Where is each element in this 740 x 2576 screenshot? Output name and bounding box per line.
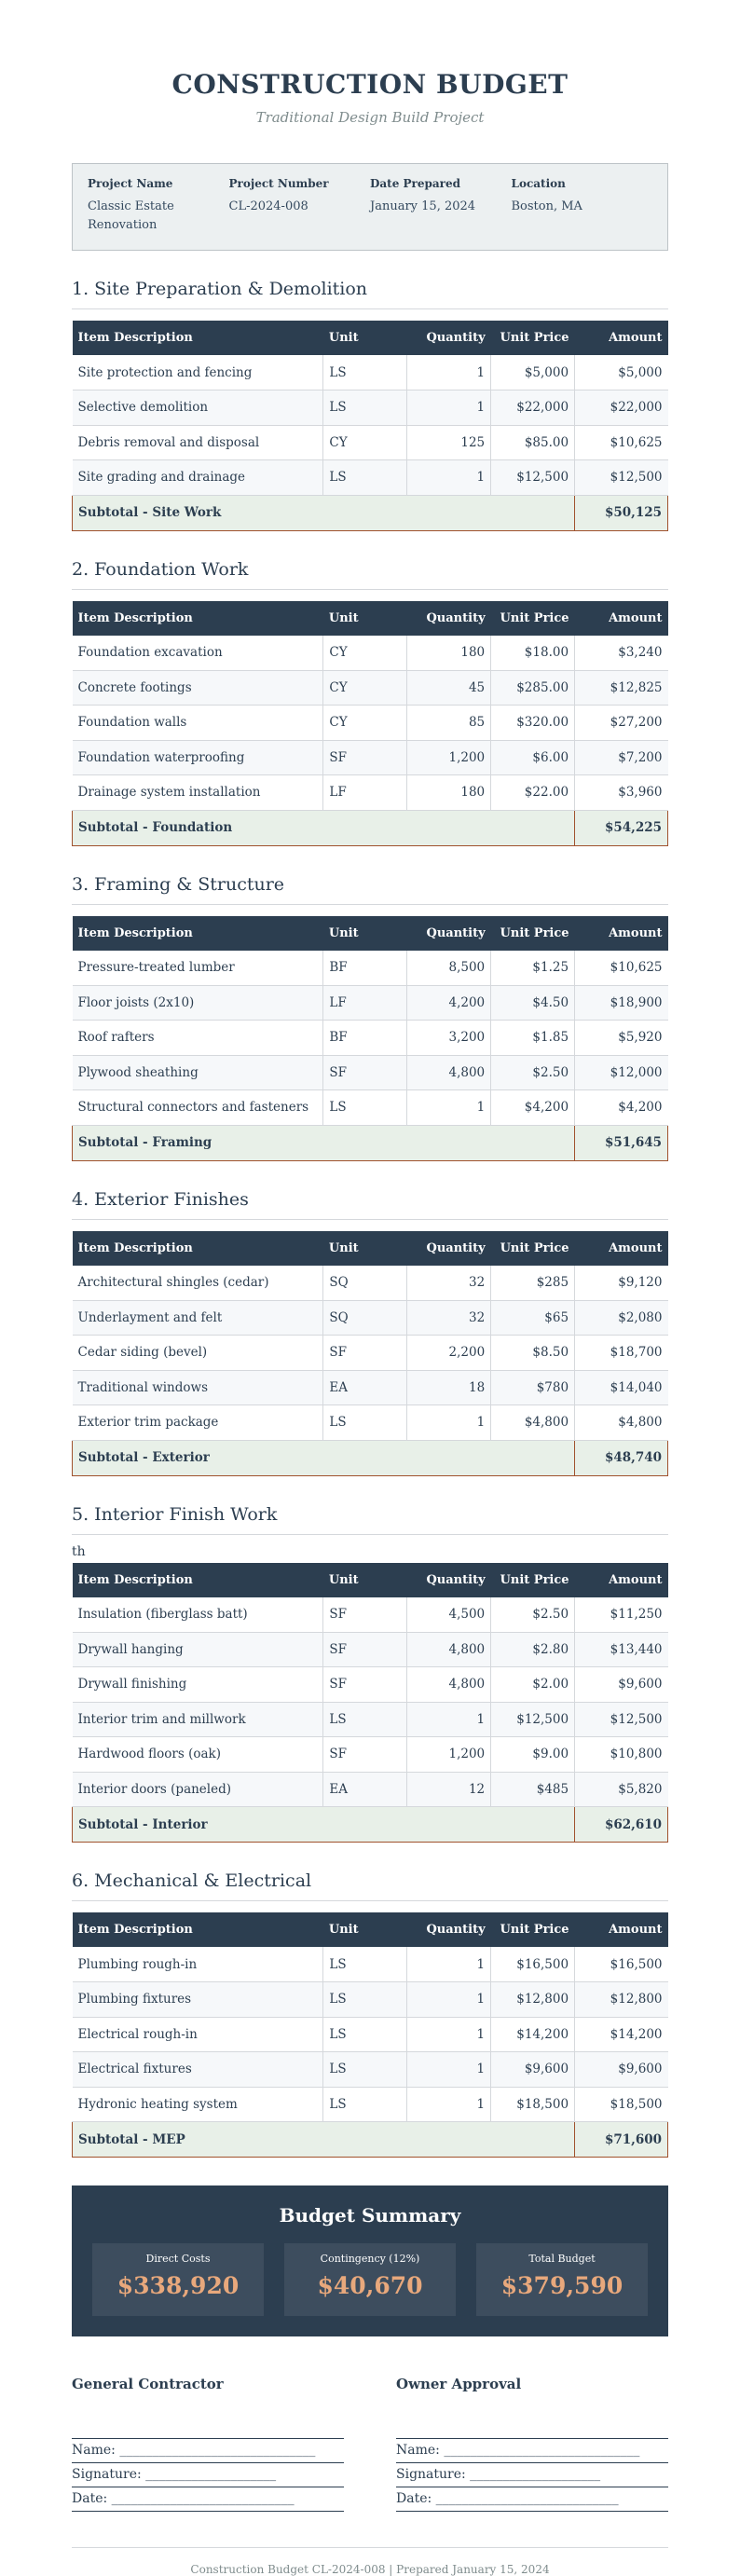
subtotal-label: Subtotal - Foundation — [73, 810, 575, 845]
signature-name-line[interactable]: Name: ______________________________ — [396, 2439, 668, 2463]
signature-heading: General Contractor — [72, 2376, 224, 2392]
unit-price-cell: $2.50 — [491, 1055, 575, 1090]
unit-cell: EA — [323, 1772, 407, 1807]
unit-price-cell: $22.00 — [491, 775, 575, 811]
unit-cell: SF — [323, 1336, 407, 1371]
quantity-cell: 32 — [407, 1266, 491, 1301]
table-row — [73, 2052, 668, 2088]
subtotal-row — [73, 810, 668, 845]
item-description-cell: Concrete footings — [73, 670, 323, 706]
unit-price-cell: $12,500 — [491, 1702, 575, 1737]
subtotal-label: Subtotal - MEP — [73, 2122, 575, 2158]
section-title: 3. Framing & Structure — [72, 874, 668, 905]
info-date-prepared — [370, 177, 512, 250]
quantity-cell: 3,200 — [407, 1021, 491, 1056]
col-unit-price-header: Unit Price — [491, 1563, 575, 1597]
quantity-cell: 4,800 — [407, 1055, 491, 1090]
amount-cell: $7,200 — [575, 740, 668, 775]
signature-block-contractor — [72, 2376, 344, 2512]
item-description-cell: Cedar siding (bevel) — [73, 1336, 323, 1371]
unit-price-cell: $65 — [491, 1300, 575, 1336]
unit-price-cell: $4.50 — [491, 985, 575, 1021]
document-title: CONSTRUCTION BUDGET — [171, 69, 569, 100]
quantity-cell: 1 — [407, 391, 491, 426]
unit-cell: LS — [323, 2017, 407, 2052]
subtotal-label: Subtotal - Site Work — [73, 495, 575, 530]
item-description-cell: Selective demolition — [73, 391, 323, 426]
table-row — [73, 1947, 668, 1982]
info-value: CL-2024-008 — [228, 199, 308, 213]
col-item-description-header: Item Description — [73, 1912, 323, 1947]
unit-cell: BF — [323, 1021, 407, 1056]
quantity-cell: 1 — [407, 1982, 491, 2018]
table-row — [73, 1090, 668, 1126]
amount-cell: $18,700 — [575, 1336, 668, 1371]
quantity-cell: 180 — [407, 636, 491, 671]
unit-price-cell: $780 — [491, 1370, 575, 1405]
summary-title: Budget Summary — [279, 2204, 461, 2227]
table-row — [73, 636, 668, 671]
col-amount-header: Amount — [575, 601, 668, 636]
col-unit-price-header: Unit Price — [491, 1231, 575, 1266]
document-subtitle: Traditional Design Build Project — [255, 109, 485, 126]
col-unit-header: Unit — [323, 601, 407, 636]
unit-cell: SF — [323, 1737, 407, 1773]
unit-price-cell: $18.00 — [491, 636, 575, 671]
col-amount-header: Amount — [575, 1231, 668, 1266]
amount-cell: $9,120 — [575, 1266, 668, 1301]
item-description-cell: Electrical fixtures — [73, 2052, 323, 2088]
table-row — [73, 425, 668, 460]
section-title: 1. Site Preparation & Demolition — [72, 279, 668, 309]
item-description-cell: Architectural shingles (cedar) — [73, 1266, 323, 1301]
col-item-description-header: Item Description — [73, 1231, 323, 1266]
item-description-cell: Interior doors (paneled) — [73, 1772, 323, 1807]
item-description-cell: Drainage system installation — [73, 775, 323, 811]
quantity-cell: 1 — [407, 2017, 491, 2052]
budget-table — [72, 321, 668, 531]
subtotal-row — [73, 495, 668, 530]
subtotal-value: $51,645 — [575, 1125, 668, 1160]
unit-cell: CY — [323, 636, 407, 671]
amount-cell: $18,900 — [575, 985, 668, 1021]
col-amount-header: Amount — [575, 321, 668, 355]
unit-cell: LF — [323, 775, 407, 811]
unit-cell: LS — [323, 1090, 407, 1126]
quantity-cell: 1 — [407, 1702, 491, 1737]
col-quantity-header: Quantity — [407, 1231, 491, 1266]
quantity-cell: 125 — [407, 425, 491, 460]
table-row — [73, 1405, 668, 1441]
unit-price-cell: $4,200 — [491, 1090, 575, 1126]
table-row — [73, 1266, 668, 1301]
unit-cell: LS — [323, 1947, 407, 1982]
unit-cell: CY — [323, 425, 407, 460]
item-description-cell: Foundation walls — [73, 706, 323, 741]
table-row — [73, 985, 668, 1021]
subtotal-value: $62,610 — [575, 1807, 668, 1843]
unit-price-cell: $85.00 — [491, 425, 575, 460]
quantity-cell: 85 — [407, 706, 491, 741]
amount-cell: $5,820 — [575, 1772, 668, 1807]
info-label: Project Number — [228, 177, 329, 190]
quantity-cell: 12 — [407, 1772, 491, 1807]
subtotal-label: Subtotal - Interior — [73, 1807, 575, 1843]
subtotal-row — [73, 1440, 668, 1475]
unit-price-cell: $320.00 — [491, 706, 575, 741]
item-description-cell: Traditional windows — [73, 1370, 323, 1405]
signature-block-owner — [396, 2376, 668, 2512]
table-row — [73, 2017, 668, 2052]
summary-card-label: Contingency (12%) — [320, 2253, 420, 2265]
subtotal-row — [73, 1125, 668, 1160]
table-row — [73, 2087, 668, 2122]
amount-cell: $12,500 — [575, 460, 668, 496]
quantity-cell: 1 — [407, 1405, 491, 1441]
quantity-cell: 1 — [407, 2052, 491, 2088]
table-row — [73, 1982, 668, 2018]
project-info-box — [72, 163, 668, 251]
section-title: 6. Mechanical & Electrical — [72, 1870, 668, 1901]
signature-name-line[interactable]: Name: ______________________________ — [72, 2439, 344, 2463]
item-description-cell: Hardwood floors (oak) — [73, 1737, 323, 1773]
col-unit-price-header: Unit Price — [491, 916, 575, 951]
summary-card-value: $379,590 — [500, 2272, 624, 2299]
unit-cell: SF — [323, 1667, 407, 1703]
table-header-row — [73, 601, 668, 636]
col-item-description-header: Item Description — [73, 321, 323, 355]
summary-card-label: Direct Costs — [145, 2253, 211, 2265]
unit-cell: LF — [323, 985, 407, 1021]
unit-cell: BF — [323, 951, 407, 986]
col-quantity-header: Quantity — [407, 916, 491, 951]
col-unit-header: Unit — [323, 916, 407, 951]
item-description-cell: Foundation excavation — [73, 636, 323, 671]
table-row — [73, 775, 668, 811]
unit-price-cell: $2.80 — [491, 1632, 575, 1667]
unit-cell: EA — [323, 1370, 407, 1405]
col-unit-price-header: Unit Price — [491, 321, 575, 355]
item-description-cell: Underlayment and felt — [73, 1300, 323, 1336]
unit-cell: LS — [323, 460, 407, 496]
item-description-cell: Interior trim and millwork — [73, 1702, 323, 1737]
item-description-cell: Plumbing rough-in — [73, 1947, 323, 1982]
unit-price-cell: $9,600 — [491, 2052, 575, 2088]
amount-cell: $12,800 — [575, 1982, 668, 2018]
table-row — [73, 1300, 668, 1336]
budget-table — [72, 601, 668, 846]
unit-cell: CY — [323, 670, 407, 706]
unit-cell: LS — [323, 355, 407, 391]
amount-cell: $10,625 — [575, 951, 668, 986]
col-quantity-header: Quantity — [407, 601, 491, 636]
subtotal-value: $50,125 — [575, 495, 668, 530]
amount-cell: $5,000 — [575, 355, 668, 391]
amount-cell: $18,500 — [575, 2087, 668, 2122]
quantity-cell: 2,200 — [407, 1336, 491, 1371]
quantity-cell: 1 — [407, 2087, 491, 2122]
col-amount-header: Amount — [575, 916, 668, 951]
table-row — [73, 1737, 668, 1773]
quantity-cell: 4,800 — [407, 1632, 491, 1667]
table-row — [73, 355, 668, 391]
item-description-cell: Pressure-treated lumber — [73, 951, 323, 986]
col-unit-price-header: Unit Price — [491, 601, 575, 636]
quantity-cell: 45 — [407, 670, 491, 706]
amount-cell: $16,500 — [575, 1947, 668, 1982]
unit-price-cell: $285 — [491, 1266, 575, 1301]
subtotal-label: Subtotal - Framing — [73, 1125, 575, 1160]
amount-cell: $4,800 — [575, 1405, 668, 1441]
amount-cell: $10,800 — [575, 1737, 668, 1773]
amount-cell: $9,600 — [575, 2052, 668, 2088]
quantity-cell: 8,500 — [407, 951, 491, 986]
info-value: Boston, MA — [511, 199, 582, 213]
unit-cell: LS — [323, 391, 407, 426]
unit-price-cell: $1.25 — [491, 951, 575, 986]
unit-price-cell: $18,500 — [491, 2087, 575, 2122]
table-header-row — [73, 321, 668, 355]
amount-cell: $14,040 — [575, 1370, 668, 1405]
signature-sign-line[interactable]: Signature: ____________________ — [396, 2463, 668, 2487]
section-note: th — [72, 1543, 86, 1559]
info-value: Classic Estate Renovation — [88, 199, 174, 232]
amount-cell: $22,000 — [575, 391, 668, 426]
item-description-cell: Electrical rough-in — [73, 2017, 323, 2052]
item-description-cell: Exterior trim package — [73, 1405, 323, 1441]
table-row — [73, 1021, 668, 1056]
col-unit-header: Unit — [323, 321, 407, 355]
unit-cell: LS — [323, 2087, 407, 2122]
table-header-row — [73, 916, 668, 951]
table-row — [73, 1667, 668, 1703]
info-location — [512, 177, 653, 250]
summary-card-direct-costs — [92, 2243, 264, 2316]
signature-area — [72, 2376, 668, 2512]
unit-price-cell: $14,200 — [491, 2017, 575, 2052]
item-description-cell: Foundation waterproofing — [73, 740, 323, 775]
col-amount-header: Amount — [575, 1563, 668, 1597]
unit-cell: SF — [323, 1632, 407, 1667]
budget-table — [72, 916, 668, 1161]
item-description-cell: Structural connectors and fasteners — [73, 1090, 323, 1126]
unit-price-cell: $22,000 — [491, 391, 575, 426]
unit-price-cell: $8.50 — [491, 1336, 575, 1371]
amount-cell: $12,500 — [575, 1702, 668, 1737]
summary-card-total-budget — [476, 2243, 648, 2316]
item-description-cell: Plywood sheathing — [73, 1055, 323, 1090]
col-unit-header: Unit — [323, 1563, 407, 1597]
unit-cell: SF — [323, 1055, 407, 1090]
budget-table — [72, 1231, 668, 1476]
col-amount-header: Amount — [575, 1912, 668, 1947]
info-project-name — [88, 177, 229, 250]
unit-cell: CY — [323, 706, 407, 741]
signature-heading: Owner Approval — [396, 2376, 522, 2392]
amount-cell: $13,440 — [575, 1632, 668, 1667]
table-row — [73, 740, 668, 775]
subtotal-row — [73, 2122, 668, 2158]
table-row — [73, 460, 668, 496]
summary-card-value: $338,920 — [116, 2272, 240, 2299]
table-row — [73, 1702, 668, 1737]
col-unit-header: Unit — [323, 1231, 407, 1266]
col-quantity-header: Quantity — [407, 1563, 491, 1597]
unit-price-cell: $6.00 — [491, 740, 575, 775]
unit-price-cell: $16,500 — [491, 1947, 575, 1982]
table-row — [73, 391, 668, 426]
table-row — [73, 706, 668, 741]
unit-price-cell: $12,800 — [491, 1982, 575, 2018]
table-header-row — [73, 1231, 668, 1266]
col-item-description-header: Item Description — [73, 1563, 323, 1597]
table-row — [73, 1055, 668, 1090]
budget-summary — [72, 2185, 668, 2336]
col-item-description-header: Item Description — [73, 601, 323, 636]
quantity-cell: 1 — [407, 1947, 491, 1982]
signature-date-line[interactable]: Date: ____________________________ — [72, 2487, 344, 2512]
item-description-cell: Floor joists (2x10) — [73, 985, 323, 1021]
item-description-cell: Drywall finishing — [73, 1667, 323, 1703]
signature-rule — [396, 2392, 668, 2439]
amount-cell: $10,625 — [575, 425, 668, 460]
summary-card-label: Total Budget — [528, 2253, 596, 2265]
unit-price-cell: $285.00 — [491, 670, 575, 706]
unit-price-cell: $1.85 — [491, 1021, 575, 1056]
quantity-cell: 4,200 — [407, 985, 491, 1021]
quantity-cell: 1 — [407, 1090, 491, 1126]
unit-price-cell: $2.50 — [491, 1597, 575, 1633]
amount-cell: $14,200 — [575, 2017, 668, 2052]
table-row — [73, 670, 668, 706]
info-label: Location — [511, 177, 566, 190]
col-quantity-header: Quantity — [407, 1912, 491, 1947]
table-row — [73, 1336, 668, 1371]
item-description-cell: Debris removal and disposal — [73, 425, 323, 460]
unit-cell: LS — [323, 1405, 407, 1441]
signature-sign-line[interactable]: Signature: ____________________ — [72, 2463, 344, 2487]
budget-table — [72, 1563, 668, 1843]
quantity-cell: 180 — [407, 775, 491, 811]
table-header-row — [73, 1912, 668, 1947]
quantity-cell: 32 — [407, 1300, 491, 1336]
summary-cards — [72, 2243, 668, 2316]
quantity-cell: 4,800 — [407, 1667, 491, 1703]
item-description-cell: Plumbing fixtures — [73, 1982, 323, 2018]
quantity-cell: 1,200 — [407, 1737, 491, 1773]
summary-card-contingency — [284, 2243, 456, 2316]
amount-cell: $9,600 — [575, 1667, 668, 1703]
col-unit-header: Unit — [323, 1912, 407, 1947]
amount-cell: $11,250 — [575, 1597, 668, 1633]
unit-cell: SF — [323, 1597, 407, 1633]
quantity-cell: 1 — [407, 355, 491, 391]
amount-cell: $27,200 — [575, 706, 668, 741]
info-label: Project Name — [88, 177, 173, 190]
item-description-cell: Site protection and fencing — [73, 355, 323, 391]
section-title: 5. Interior Finish Work — [72, 1504, 668, 1535]
subtotal-label: Subtotal - Exterior — [73, 1440, 575, 1475]
col-quantity-header: Quantity — [407, 321, 491, 355]
unit-price-cell: $2.00 — [491, 1667, 575, 1703]
subtotal-value: $48,740 — [575, 1440, 668, 1475]
amount-cell: $4,200 — [575, 1090, 668, 1126]
item-description-cell: Hydronic heating system — [73, 2087, 323, 2122]
document-footer: Construction Budget CL-2024-008 | Prepared January 15, 2024 — [72, 2547, 668, 2576]
col-item-description-header: Item Description — [73, 916, 323, 951]
subtotal-value: $71,600 — [575, 2122, 668, 2158]
budget-table — [72, 1912, 668, 2158]
amount-cell: $5,920 — [575, 1021, 668, 1056]
table-row — [73, 1597, 668, 1633]
quantity-cell: 1,200 — [407, 740, 491, 775]
signature-rule — [72, 2392, 344, 2439]
item-description-cell: Drywall hanging — [73, 1632, 323, 1667]
unit-cell: SQ — [323, 1266, 407, 1301]
section-title: 2. Foundation Work — [72, 559, 668, 590]
summary-card-value: $40,670 — [317, 2272, 423, 2299]
table-header-row — [73, 1563, 668, 1597]
item-description-cell: Insulation (fiberglass batt) — [73, 1597, 323, 1633]
unit-cell: SF — [323, 740, 407, 775]
unit-price-cell: $5,000 — [491, 355, 575, 391]
table-row — [73, 1370, 668, 1405]
signature-date-line[interactable]: Date: ____________________________ — [396, 2487, 668, 2512]
amount-cell: $12,000 — [575, 1055, 668, 1090]
amount-cell: $12,825 — [575, 670, 668, 706]
unit-cell: LS — [323, 2052, 407, 2088]
amount-cell: $3,960 — [575, 775, 668, 811]
info-label: Date Prepared — [370, 177, 461, 190]
info-value: January 15, 2024 — [370, 199, 476, 213]
unit-price-cell: $4,800 — [491, 1405, 575, 1441]
info-project-number — [229, 177, 371, 250]
subtotal-row — [73, 1807, 668, 1843]
unit-price-cell: $485 — [491, 1772, 575, 1807]
table-row — [73, 951, 668, 986]
unit-cell: LS — [323, 1982, 407, 2018]
col-unit-price-header: Unit Price — [491, 1912, 575, 1947]
budget-sections — [72, 279, 668, 2158]
table-row — [73, 1772, 668, 1807]
quantity-cell: 1 — [407, 460, 491, 496]
unit-cell: LS — [323, 1702, 407, 1737]
amount-cell: $2,080 — [575, 1300, 668, 1336]
unit-price-cell: $9.00 — [491, 1737, 575, 1773]
quantity-cell: 4,500 — [407, 1597, 491, 1633]
table-row — [73, 1632, 668, 1667]
unit-price-cell: $12,500 — [491, 460, 575, 496]
item-description-cell: Roof rafters — [73, 1021, 323, 1056]
amount-cell: $3,240 — [575, 636, 668, 671]
subtotal-value: $54,225 — [575, 810, 668, 845]
section-title: 4. Exterior Finishes — [72, 1189, 668, 1220]
item-description-cell: Site grading and drainage — [73, 460, 323, 496]
quantity-cell: 18 — [407, 1370, 491, 1405]
unit-cell: SQ — [323, 1300, 407, 1336]
